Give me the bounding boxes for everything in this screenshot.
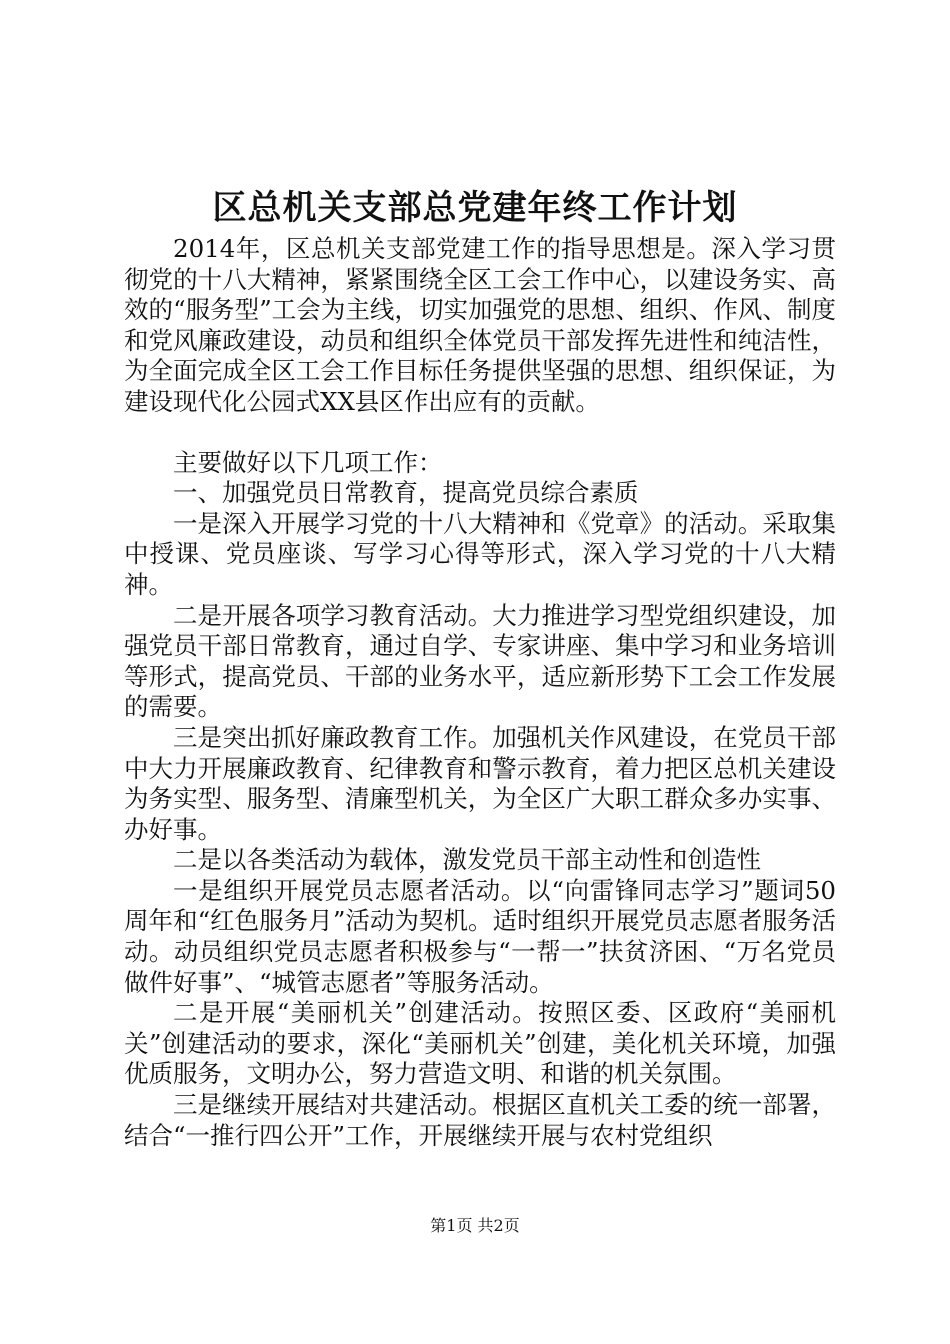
document-body: [124, 234, 836, 1151]
page-number-footer: 第1页 共2页: [430, 1216, 520, 1235]
paragraph-main-tasks-intro: 主要做好以下几项工作：: [173, 447, 443, 477]
paragraph-item: 三是继续开展结对共建活动。根据区直机关工委的统一部署，结合“一推行四公开”工作，开展继续开展与农村党组织: [124, 1090, 836, 1150]
section-heading-education: 一、加强党员日常教育，提高党员综合素质: [173, 478, 639, 508]
paragraph-guiding-ideology: 2014年，区总机关支部党建工作的指导思想是。深入学习贯彻党的十八大精神，紧紧围绕全区工会工作中心，以建设务实、高效的“服务型”工会为主线，切实加强党的思想、组织、作风、制度和党风廉政建设，动员和组织全体党员干部发挥先进性和纯洁性，为全面完成全区工会工作目标任务提供坚强的思想、组织保证，为建设现代化公园式XX县区作出应有的贡献。: [124, 234, 836, 416]
document-title: 区总机关支部总党建年终工作计划: [212, 188, 738, 228]
paragraph-item: 三是突出抓好廉政教育工作。加强机关作风建设，在党员干部中大力开展廉政教育、纪律教育和警示教育，着力把区总机关建设为务实型、服务型、清廉型机关，为全区广大职工群众多办实事、办好事。: [124, 722, 836, 844]
paragraph-item: 二是开展“美丽机关”创建活动。按照区委、区政府“美丽机关”创建活动的要求，深化“美丽机关”创建，美化机关环境，加强优质服务，文明办公，努力营造文明、和谐的机关氛围。: [124, 998, 836, 1089]
paragraph-item: 一是组织开展党员志愿者活动。以“向雷锋同志学习”题词50周年和“红色服务月”活动为契机。适时组织开展党员志愿者服务活动。动员组织党员志愿者积极参与“一帮一”扶贫济困、“万名党员做件好事”、“城管志愿者”等服务活动。: [124, 875, 836, 997]
paragraph-item: 一是深入开展学习党的十八大精神和《党章》的活动。采取集中授课、党员座谈、写学习心得等形式，深入学习党的十八大精神。: [124, 508, 836, 599]
paragraph-item: 二是开展各项学习教育活动。大力推进学习型党组织建设，加强党员干部日常教育，通过自学、专家讲座、集中学习和业务培训等形式，提高党员、干部的业务水平，适应新形势下工会工作发展的需要。: [124, 600, 836, 722]
section-heading-activities: 二是以各类活动为载体，激发党员干部主动性和创造性: [173, 845, 761, 875]
